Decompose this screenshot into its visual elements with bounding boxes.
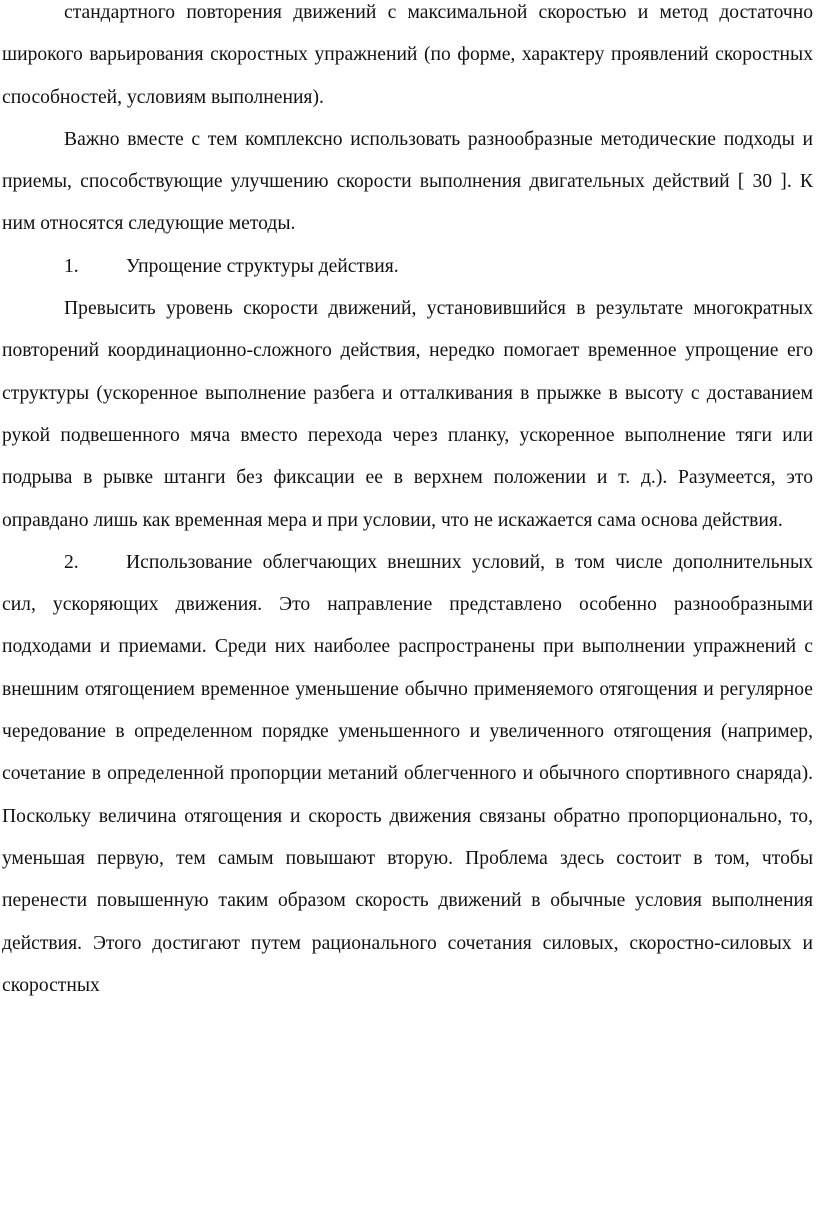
list-item-1 — [2, 246, 813, 288]
list-item-number: 1. — [64, 255, 79, 277]
paragraph-methods-intro: Важно вместе с тем комплексно использовать разнообразные методические подходы и приемы, способствующие улучшению скорости выполнения двигательных действий [ 30 ]. К ним относятся следующие методы. — [2, 128, 813, 235]
paragraph-structure-simplification: Превысить уровень скорости движений, установившийся в результате многократных повторений координационно-сложного действия, нередко помогает временное упрощение его структуры (ускоренное выполнение разбега и отталкивания в прыжке в высоту с доставанием рукой подвешенного мяча вместо перехода через планку, ускоренное выполнение тяги или подрыва в рывке штанги без фиксации ее в верхнем положении и т. д.). Разумеется, это оправдано лишь как временная мера и при условии, что не искажается сама основа действия. — [2, 298, 813, 531]
list-item-text: Использование облегчающих внешних условий, в том числе дополнительных сил, ускоряющих движения. Это направление представлено особенно разнообразными подходами и приемами. Среди них наиболее распространены при выполнении упражнений с внешним отягощением временное уменьшение обычно применяемого отягощения и регулярное чередование в определенном порядке уменьшенного и увеличенного отягощения (например, сочетание в определенной пропорции метаний облегченного и обычного спортивного снаряда). Поскольку величина отягощения и скорость движения связаны обратно пропорционально, то, уменьшая первую, тем самым повышают вторую. Проблема здесь состоит в том, чтобы перенести повышенную таким образом скорость движений в обычные условия выполнения действия. Этого достигают путем рационального сочетания силовых, скоростно-силовых и скоростных — [2, 551, 813, 996]
list-item-number: 2. — [64, 551, 79, 573]
list-item-text: Упрощение структуры действия. — [126, 255, 399, 277]
list-item-2 — [2, 542, 813, 1007]
paragraph-continuation: стандартного повторения движений с максимальной скоростью и метод достаточно широкого варьирования скоростных упражнений (по форме, характеру проявлений скоростных способностей, условиям выполнения). — [2, 2, 813, 108]
